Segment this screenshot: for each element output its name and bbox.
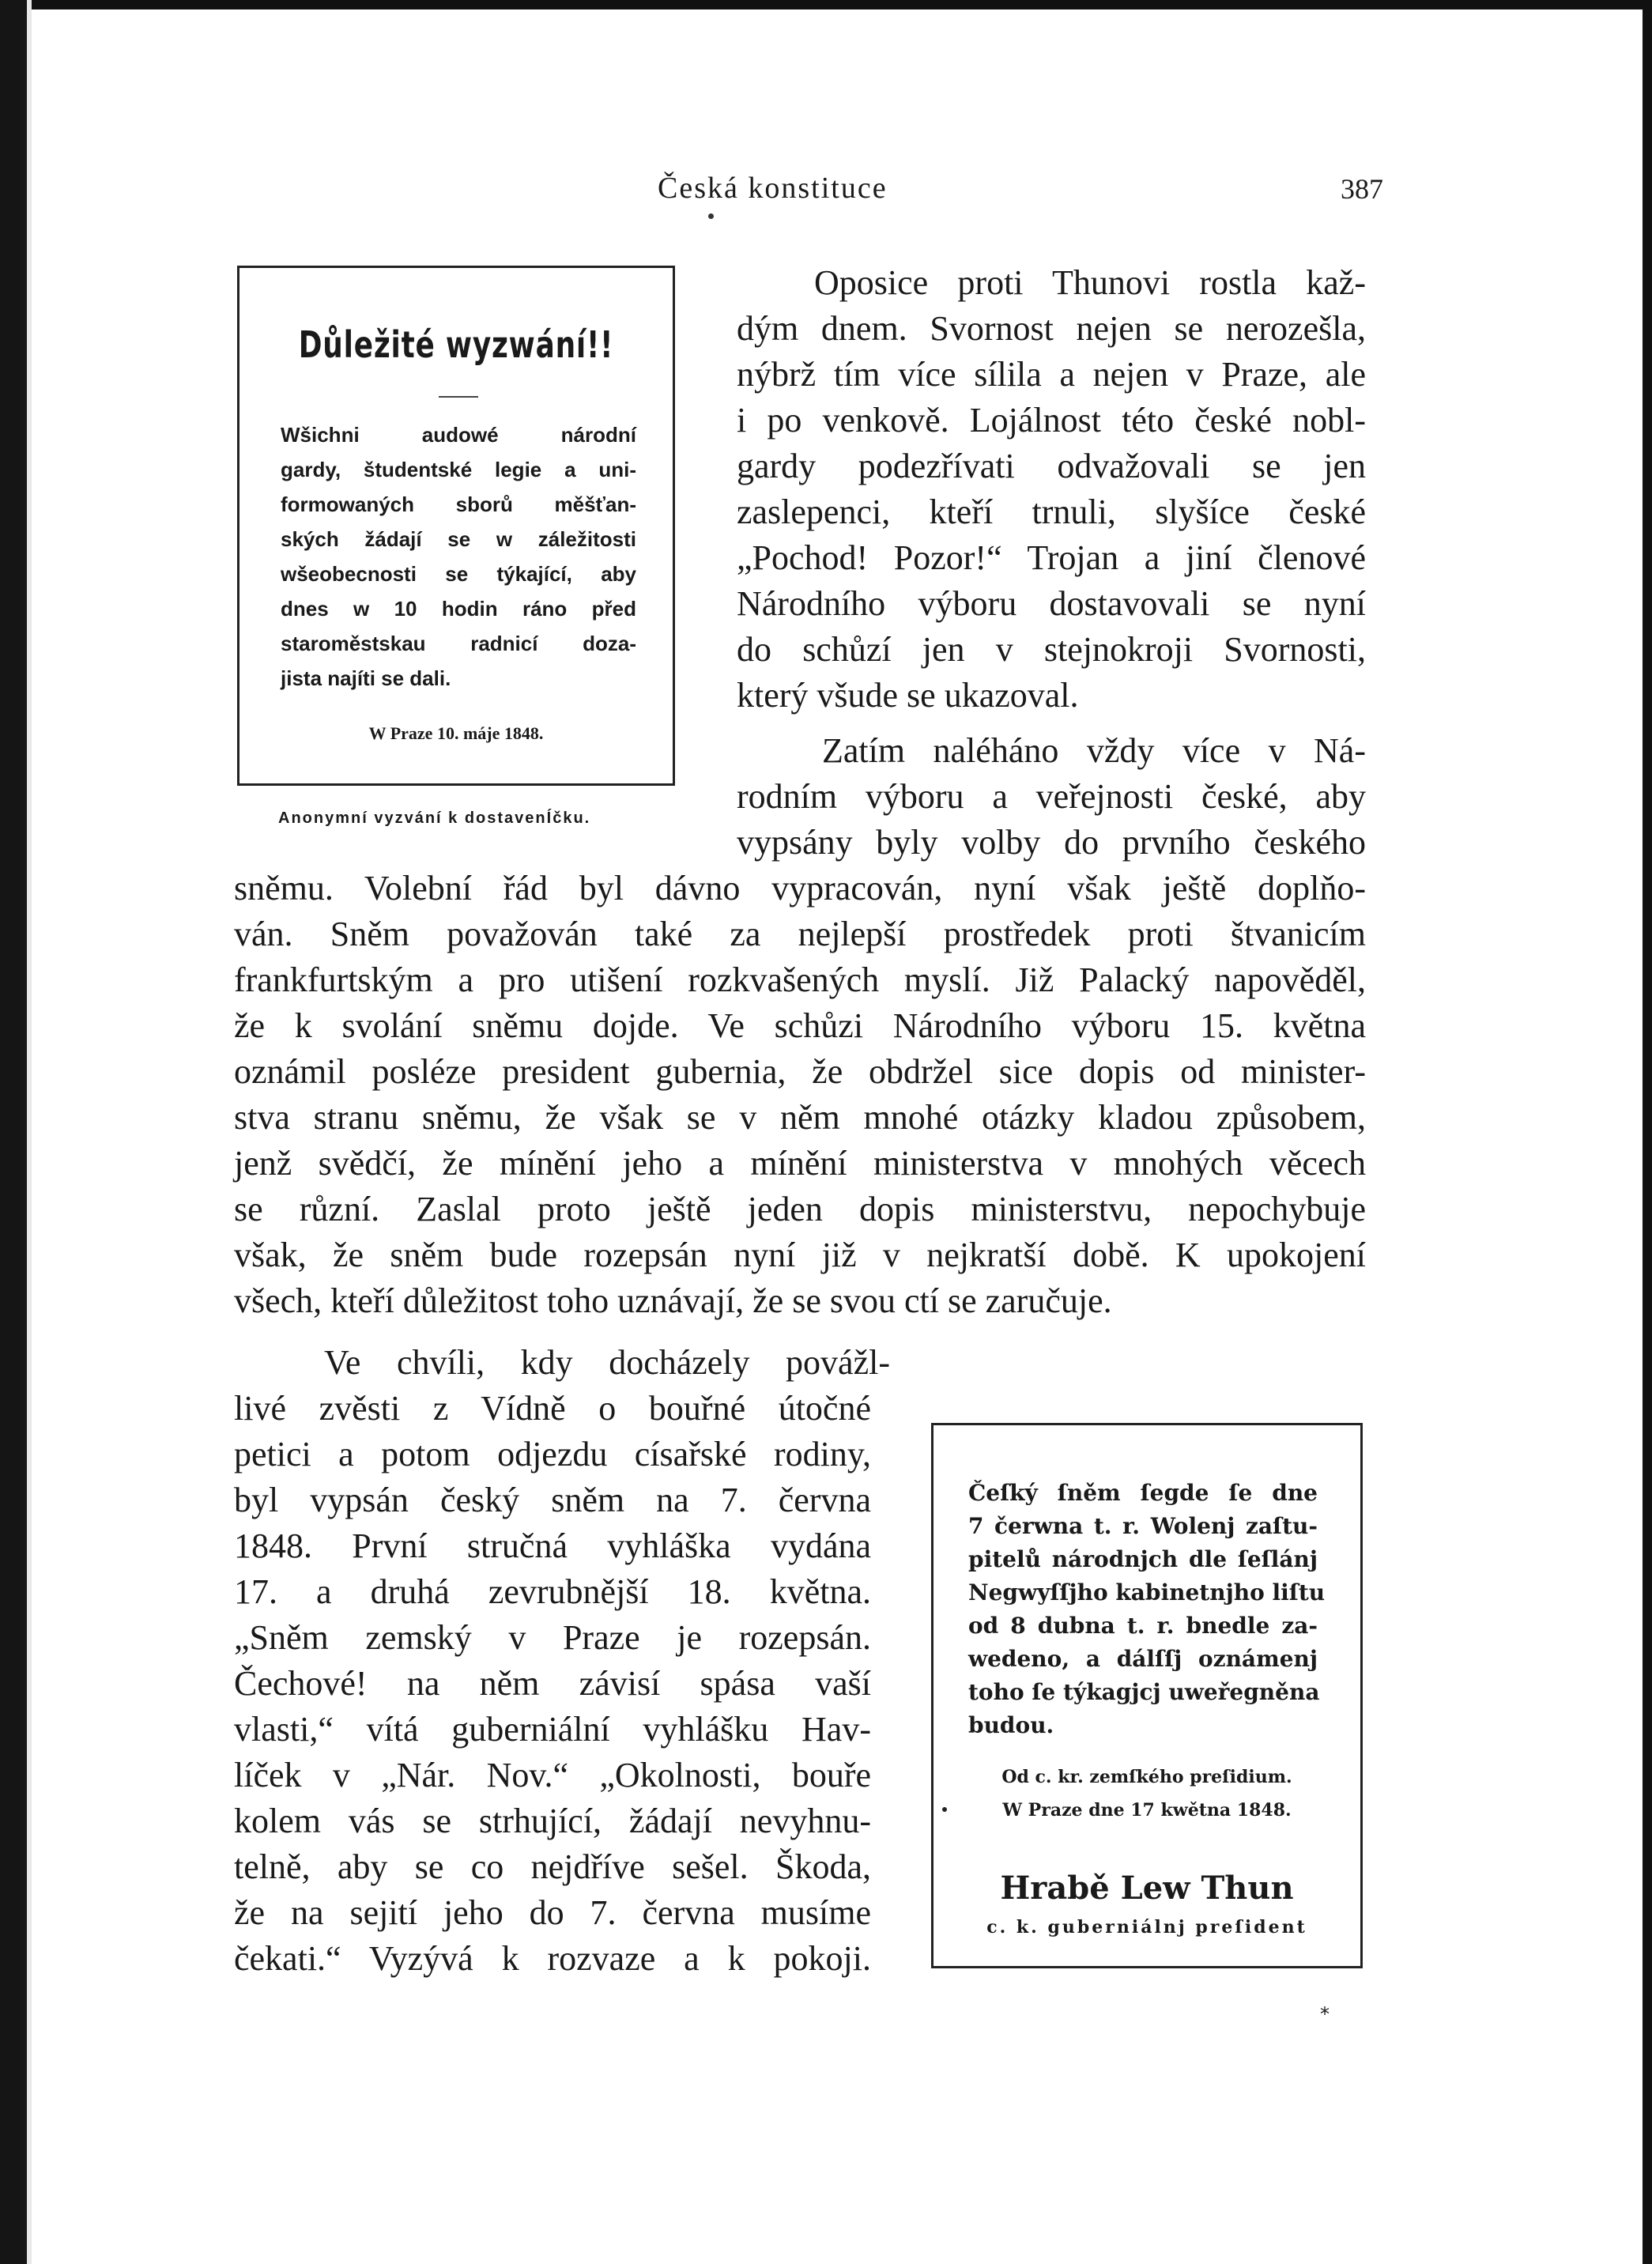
poster-line: od 8 dubna t. r. bnedle za- — [968, 1613, 1318, 1639]
poster-date: W Praze 10. máje 1848. — [368, 723, 544, 743]
paragraph-line: frankfurtským a pro utišení rozkvašených myslí. Již Palacký napověděl, — [234, 960, 1366, 999]
poster-line: ských žádají se w záležitosti — [281, 527, 636, 551]
paragraph-line: zaslepenci, kteří trnuli, slyšíce české — [737, 492, 1366, 531]
paragraph-line: sněmu. Volební řád byl dávno vypracován, nyní však ještě doplňo- — [234, 869, 1366, 907]
poster-line: Wšichni audowé národní — [281, 423, 636, 447]
poster-line: formowaných sborů měšťan- — [281, 492, 636, 516]
paragraph-line: gardy podezřívati odvažovali se jen — [737, 447, 1366, 485]
paragraph-line: „Pochod! Pozor!“ Trojan a jiní členové — [737, 538, 1366, 577]
poster-line: wedeno, a dálſſj oznámenj — [968, 1646, 1318, 1672]
paragraph-line: Zatím naléháno vždy více v Ná- — [822, 731, 1366, 770]
poster-diet-announcement — [931, 1423, 1363, 1968]
poster-signer-role: c. k. guberniálnj preſident — [986, 1917, 1307, 1938]
running-title: Česká konstituce — [658, 172, 888, 205]
poster-signature: Hrabě Lew Thun — [1000, 1870, 1294, 1907]
paragraph-line: kolem vás se strhující, žádají nevyhnu- — [234, 1802, 871, 1840]
poster-line: jista najíti se dali. — [281, 666, 451, 690]
poster-line: staroměstskau radnicí doza- — [281, 632, 636, 655]
paragraph-line: Oposice proti Thunovi rostla kaž- — [814, 263, 1366, 302]
poster-line: 7 čerwna t. r. Wolenj zaſtu- — [968, 1513, 1318, 1539]
paragraph-line: všech, kteří důležitost toho uznávají, že se svou ctí se zaručuje. — [234, 1281, 1112, 1320]
paragraph-line: do schůzí jen v stejnokroji Svornosti, — [737, 630, 1366, 669]
poster-caption: Anonymní vyzvání k dostavenÍčku. — [278, 809, 591, 827]
paragraph-line: dým dnem. Svornost nejen se nerozešla, — [737, 309, 1366, 348]
scan-border-left — [0, 0, 27, 2264]
paragraph-line: rodním výboru a veřejnosti české, aby — [737, 777, 1366, 816]
paragraph-line: vlasti,“ vítá guberniální vyhlášku Hav- — [234, 1710, 871, 1749]
paragraph-line: nýbrž tím více sílila a nejen v Praze, ale — [737, 355, 1366, 394]
paragraph-line: stva stranu sněmu, že však se v něm mnohé otázky kladou způsobem, — [234, 1098, 1366, 1137]
ink-speck — [708, 213, 714, 219]
paragraph-line: telně, aby se co nejdříve sešel. Škoda, — [234, 1847, 871, 1886]
footer-mark: * — [1320, 2003, 1330, 2025]
paragraph-line: čekati.“ Vyzývá k rozvaze a k pokoji. — [234, 1939, 871, 1978]
paragraph-line: petici a potom odjezdu císařské rodiny, — [234, 1435, 871, 1473]
poster-authority: Od c. kr. zemſkého preſidium. — [1001, 1767, 1292, 1787]
paragraph-line: „Sněm zemský v Praze je rozepsán. — [234, 1618, 871, 1657]
page-number: 387 — [1341, 173, 1383, 205]
poster-line: Negwyſſjho kabinetnjho liſtu — [968, 1579, 1326, 1606]
paragraph-line: ván. Sněm považován také za nejlepší prostředek proti štvanicím — [234, 915, 1366, 953]
ink-speck — [942, 1807, 947, 1812]
paragraph-line: však, že sněm bude rozepsán nyní již v nejkratší době. K upokojení — [234, 1236, 1366, 1274]
paragraph-line: 17. a druhá zevrubnější 18. května. — [234, 1572, 871, 1611]
poster-line: pitelů národnjch dle ſeſlánj — [968, 1546, 1318, 1572]
paragraph-line: byl vypsán český sněm na 7. června — [234, 1481, 871, 1519]
scan-border-top — [0, 0, 1652, 9]
poster-line: toho ſe týkagjcj uweřegněna — [968, 1679, 1320, 1705]
scan-border-right — [1643, 0, 1652, 2264]
paragraph-line: že na sejití jeho do 7. června musíme — [234, 1893, 871, 1932]
scan-border-left-edge — [27, 0, 32, 2264]
poster-line: gardy, študentské legie a uni- — [281, 458, 636, 481]
paragraph-line: líček v „Nár. Nov.“ „Okolnosti, bouře — [234, 1756, 871, 1794]
paragraph-line: Ve chvíli, kdy docházely povážl- — [324, 1343, 890, 1382]
poster-line: dnes w 10 hodin ráno před — [281, 597, 636, 621]
paragraph-line: livé zvěsti z Vídně o bouřné útočné — [234, 1389, 871, 1428]
paragraph-line: se různí. Zaslal proto ještě jeden dopis ministerstvu, nepochybuje — [234, 1190, 1366, 1228]
paragraph-line: Národního výboru dostavovali se nyní — [737, 584, 1366, 623]
paragraph-line: že k svolání sněmu dojde. Ve schůzi Národního výboru 15. května — [234, 1006, 1366, 1045]
paragraph-line: který všude se ukazoval. — [737, 676, 1079, 715]
paragraph-line: vypsány byly volby do prvního českého — [737, 823, 1366, 862]
poster-divider — [439, 396, 478, 398]
poster-line: wšeobecnosti se týkající, aby — [281, 562, 636, 586]
paragraph-line: jenž svědčí, že mínění jeho a mínění ministerstva v mnohých věcech — [234, 1144, 1366, 1183]
paragraph-line: oznámil posléze president gubernia, že obdržel sice dopis od minister- — [234, 1052, 1366, 1091]
poster-line: budou. — [968, 1712, 1054, 1738]
paragraph-line: 1848. První stručná vyhláška vydána — [234, 1526, 871, 1565]
poster-title: Důležité wyzwání!! — [298, 323, 614, 366]
paragraph-line: i po venkově. Lojálnost této české nobl- — [737, 401, 1366, 440]
poster-call-to-assemble — [237, 266, 675, 786]
paragraph-line: Čechové! na něm závisí spása vaší — [234, 1664, 871, 1703]
poster-place-date: W Praze dne 17 kwětna 1848. — [1002, 1800, 1292, 1821]
poster-line: Čeſký ſněm ſegde ſe dne — [968, 1480, 1318, 1506]
